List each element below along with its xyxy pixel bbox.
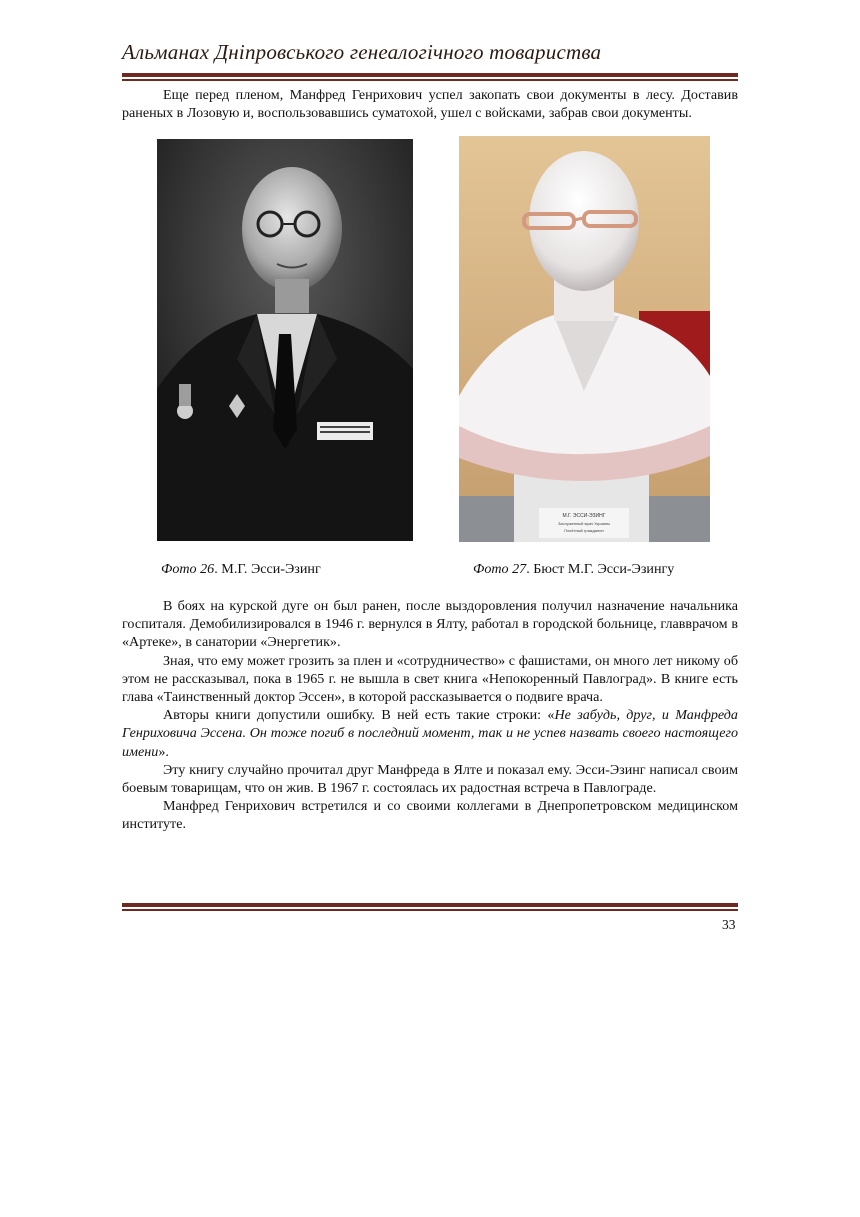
header-rule — [122, 73, 738, 81]
body-text — [122, 597, 738, 834]
paragraph: Манфред Генрихович встретился и со своими коллегами в Днепропетровском медицинском институте. — [122, 798, 738, 833]
figure-label: Фото 27 — [473, 561, 527, 577]
plaque-line-2: Заслуженный врач Украины — [557, 521, 611, 526]
figure-text: . Бюст М.Г. Эсси-Эзингу — [526, 561, 675, 577]
paragraph: Эту книгу случайно прочитал друг Манфреда в Ялте и показал ему. Эсси-Эзинг написал своим боевым товарищам, что он жив. В 1967 г. состоялась их радостная встреча в Павлограде. — [122, 761, 738, 797]
bust-image — [459, 136, 710, 542]
paragraph: В боях на курской дуге он был ранен, после выздоровления получил назначение начальника госпиталя. Демобилизировался в 1946 г. вернулся в Ялту, работал в городской больнице, главврачом в «Артеке», в санатории «Энергетик». — [122, 598, 738, 651]
footer-rule — [122, 903, 738, 911]
portrait-photo — [157, 139, 413, 541]
figure-caption — [161, 561, 321, 578]
paragraph: Зная, что ему может грозить за плен и «сотрудничество» с фашистами, он много лет никому об этом не рассказывал, пока в 1965 г. не вышла в свет книга «Непокоренный Павлоград». В книге есть глава «Таинственный доктор Эссен», в которой рассказывается о подвиге врача. — [122, 652, 738, 706]
figure-label: Фото 26 — [161, 561, 215, 577]
plaque-line-1: М.Г. ЭССИ-ЭЗИНГ — [562, 513, 606, 519]
page-number: 33 — [722, 917, 736, 932]
paragraph: Еще перед пленом, Манфред Генрихович успел закопать свои документы в лесу. Доставив раненых в Лозовую и, воспользовавшись суматохой, ушел с войсками, забрав свои документы. — [122, 87, 738, 122]
portrait-image — [157, 139, 413, 541]
plaque-line-3: Почётный гражданин — [564, 528, 604, 533]
quoted-text: Не забудь, друг, и Манфреда Генриховича Эссена. Он тоже погиб в последний момент, так и не успев назвать своего настоящего имени — [122, 707, 738, 760]
paragraph: Авторы книги допустили ошибку. В ней есть такие строки: «Не забудь, друг, и Манфреда Генриховича Эссена. Он тоже погиб в последний момент, так и не успев назвать своего настоящего имени». — [122, 707, 738, 760]
bust-photo — [459, 136, 710, 542]
almanac-title: Альманах Дніпровського генеалогічного товариства — [122, 40, 602, 64]
intro-text — [122, 86, 738, 122]
figure-caption — [473, 561, 674, 578]
figure-text: . М.Г. Эсси-Эзинг — [214, 561, 321, 577]
